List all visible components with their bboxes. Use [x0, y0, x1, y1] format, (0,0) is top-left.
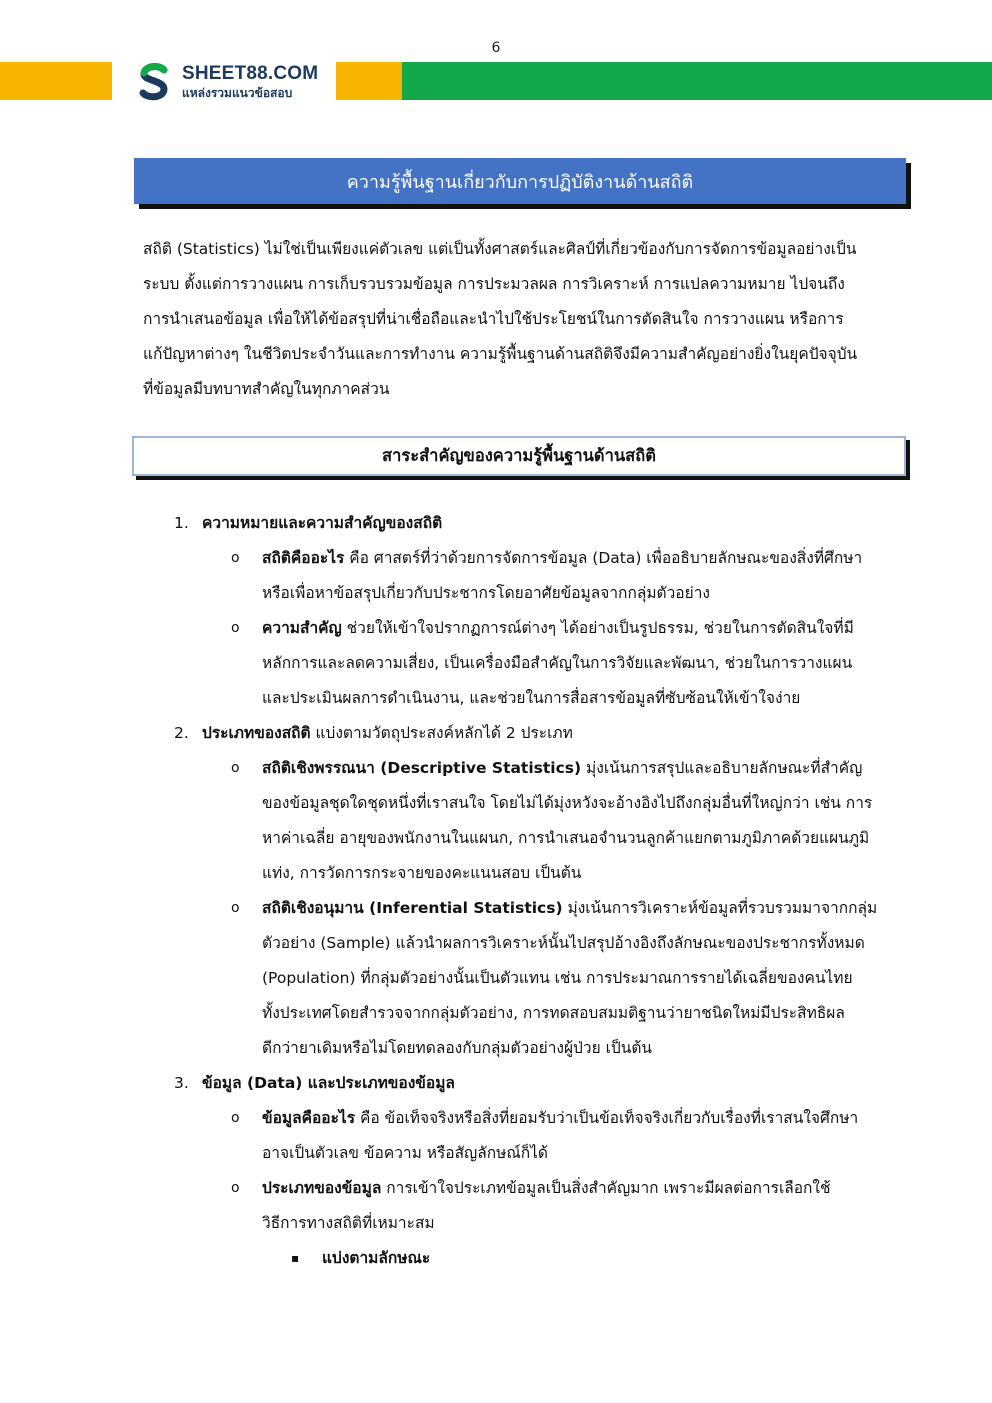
bullet-bold: สถิติเชิงพรรณนา (Descriptive Statistics): [262, 759, 582, 777]
bullet-marker: o: [231, 760, 240, 776]
bullet-text: คือ ศาสตร์ที่ว่าด้วยการจัดการข้อมูล (Data) เพื่ออธิบายลักษณะของสิ่งที่ศึกษา: [344, 549, 863, 567]
bullet-marker: o: [231, 900, 240, 916]
section-heading: [202, 716, 573, 751]
logo-subtitle: แหล่งรวมแนวข้อสอบ: [182, 86, 293, 100]
header-bar-green: [402, 62, 992, 100]
bullet-item: [262, 1101, 858, 1136]
section-number: 3.: [174, 1074, 189, 1092]
header-bar-yellow-mid: [336, 62, 402, 100]
header-bar-yellow-left: [0, 62, 112, 100]
bullet-text: การเข้าใจประเภทข้อมูลเป็นสิ่งสำคัญมาก เพราะมีผลต่อการเลือกใช้: [381, 1179, 831, 1197]
bullet-continuation: วิธีการทางสถิติที่เหมาะสม: [262, 1214, 435, 1232]
bullet-marker: o: [231, 550, 240, 566]
section-heading-rest: แบ่งตามวัตถุประสงค์หลักได้ 2 ประเภท: [310, 724, 573, 742]
subtitle-text: สาระสำคัญของความรู้พื้นฐานด้านสถิติ: [382, 446, 656, 465]
bullet-text: มุ่งเน้นการวิเคราะห์ข้อมูลที่รวบรวมมาจากกลุ่ม: [562, 899, 878, 917]
bullet-continuation: อาจเป็นตัวเลข ข้อความ หรือสัญลักษณ์ก็ได้: [262, 1144, 548, 1162]
bullet-continuation: ทั้งประเทศโดยสำรวจจากกลุ่มตัวอย่าง, การทดสอบสมมติฐานว่ายาชนิดใหม่มีประสิทธิผล: [262, 1004, 845, 1022]
title-banner: [134, 158, 906, 204]
logo-title: SHEET88.COM: [182, 63, 319, 84]
bullet-continuation: (Population) ที่กลุ่มตัวอย่างนั้นเป็นตัวแทน เช่น การประมาณการรายได้เฉลี่ยของคนไทย: [262, 969, 853, 987]
intro-line: ระบบ ตั้งแต่การวางแผน การเก็บรวบรวมข้อมูล การประมวลผล การวิเคราะห์ การแปลความหมาย ไปจนถึง: [143, 275, 845, 293]
bullet-marker: o: [231, 1180, 240, 1196]
sheet88-s-icon: [134, 60, 174, 104]
intro-line: แก้ปัญหาต่างๆ ในชีวิตประจำวันและการทำงาน ความรู้พื้นฐานด้านสถิติจึงมีความสำคัญอย่างยิ่งในยุคปัจจุบัน: [143, 345, 858, 363]
bullet-marker: o: [231, 1110, 240, 1126]
intro-paragraph: [143, 232, 898, 407]
section-heading-bold: ความหมายและความสำคัญของสถิติ: [202, 514, 443, 532]
subtitle-box: [132, 436, 906, 476]
section-heading-bold: ข้อมูล (Data) และประเภทของข้อมูล: [202, 1074, 455, 1092]
intro-line: การนำเสนอข้อมูล เพื่อให้ได้ข้อสรุปที่น่าเชื่อถือและนำไปใช้ประโยชน์ในการตัดสินใจ การวางแผน หรือการ: [143, 310, 844, 328]
page-number: 6: [491, 40, 501, 56]
section-number: 2.: [174, 724, 189, 742]
title-text: ความรู้พื้นฐานเกี่ยวกับการปฏิบัติงานด้านสถิติ: [346, 171, 694, 193]
bullet-continuation: หรือเพื่อหาข้อสรุปเกี่ยวกับประชากรโดยอาศัยข้อมูลจากกลุ่มตัวอย่าง: [262, 584, 710, 602]
bullet-item: [262, 541, 862, 576]
bullet-text: คือ ข้อเท็จจริงหรือสิ่งที่ยอมรับว่าเป็นข้อเท็จจริงเกี่ยวกับเรื่องที่เราสนใจศึกษา: [355, 1109, 859, 1127]
bullet-continuation: ของข้อมูลชุดใดชุดหนึ่งที่เราสนใจ โดยไม่ได้มุ่งหวังจะอ้างอิงไปถึงกลุ่มอื่นที่ใหญ่กว่า เช่น การ: [262, 794, 873, 812]
intro-line: สถิติ (Statistics) ไม่ใช่เป็นเพียงแค่ตัวเลข แต่เป็นทั้งศาสตร์และศิลป์ที่เกี่ยวข้องกับการจัดการข้อมูลอย่างเป็น: [143, 240, 857, 258]
bullet-bold: สถิติเชิงอนุมาน (Inferential Statistics): [262, 899, 563, 917]
intro-line: ที่ข้อมูลมีบทบาทสำคัญในทุกภาคส่วน: [143, 380, 390, 398]
bullet-continuation: แท่ง, การวัดการกระจายของคะแนนสอบ เป็นต้น: [262, 864, 582, 882]
sub-bullet-item: [322, 1241, 430, 1276]
bullet-continuation: ตัวอย่าง (Sample) แล้วนำผลการวิเคราะห์นั้นไปสรุปอ้างอิงถึงลักษณะของประชากรทั้งหมด: [262, 934, 865, 952]
section-heading: [202, 1066, 455, 1101]
bullet-marker: o: [231, 620, 240, 636]
bullet-item: [262, 1171, 831, 1206]
bullet-text: ช่วยให้เข้าใจปรากฏการณ์ต่างๆ ได้อย่างเป็นรูปธรรม, ช่วยในการตัดสินใจที่มี: [341, 619, 854, 637]
bullet-item: [262, 611, 854, 646]
bullet-item: [262, 751, 862, 786]
bullet-continuation: และประเมินผลการดำเนินงาน, และช่วยในการสื่อสารข้อมูลที่ซับซ้อนให้เข้าใจง่าย: [262, 689, 801, 707]
section-heading-bold: ประเภทของสถิติ: [202, 724, 311, 742]
square-bullet-marker: ▪: [291, 1251, 300, 1265]
bullet-item: [262, 891, 877, 926]
bullet-text: มุ่งเน้นการสรุปและอธิบายลักษณะที่สำคัญ: [581, 759, 863, 777]
bullet-bold: ความสำคัญ: [262, 619, 342, 637]
sub-bullet-bold: แบ่งตามลักษณะ: [322, 1249, 431, 1267]
bullet-bold: สถิติคืออะไร: [262, 549, 345, 567]
section-number: 1.: [174, 514, 189, 532]
section-heading: [202, 506, 442, 541]
bullet-continuation: ดีกว่ายาเดิมหรือไม่โดยทดลองกับกลุ่มตัวอย่างผู้ป่วย เป็นต้น: [262, 1039, 653, 1057]
bullet-continuation: หาค่าเฉลี่ย อายุของพนักงานในแผนก, การนำเสนอจำนวนลูกค้าแยกตามภูมิภาคด้วยแผนภูมิ: [262, 829, 870, 847]
bullet-bold: ข้อมูลคืออะไร: [262, 1109, 356, 1127]
sheet88-logo: [134, 60, 324, 104]
bullet-bold: ประเภทของข้อมูล: [262, 1179, 382, 1197]
bullet-continuation: หลักการและลดความเสี่ยง, เป็นเครื่องมือสำคัญในการวิจัยและพัฒนา, ช่วยในการวางแผน: [262, 654, 853, 672]
